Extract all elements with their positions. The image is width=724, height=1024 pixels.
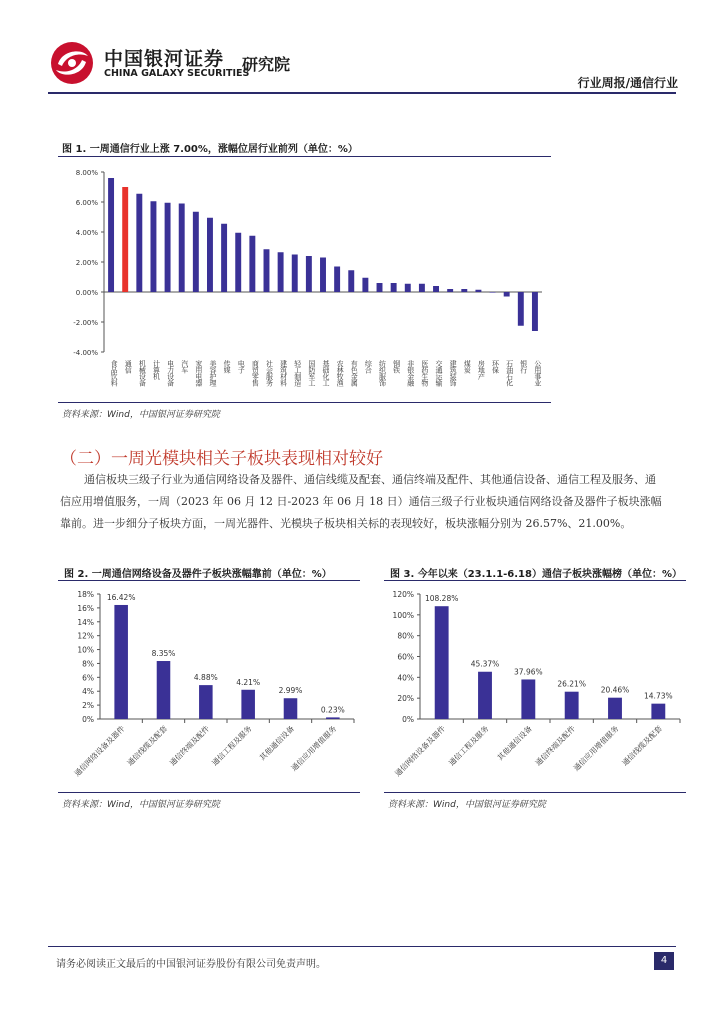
section-title: （二）一周光模块相关子板块表现相对较好 [60,449,383,469]
x-category-label: 社会服务 [265,360,274,386]
bar [518,292,524,326]
section-paragraph [60,469,665,535]
bar [207,218,213,292]
x-category-label: 商贸零售 [251,360,260,386]
x-category-label: 交通运输 [435,360,444,386]
x-category-label: 通信工程及服务 [210,724,254,768]
bar [475,290,481,292]
header-divider [48,92,676,94]
data-label: 20.46% [600,685,630,695]
x-category-label: 通信网络设备及器件 [72,724,127,779]
x-category-label: 综合 [364,360,373,373]
figure1-title-rule [58,156,551,157]
bar [391,283,397,292]
y-tick-label: 4.00% [75,229,98,237]
footer-divider [48,946,676,947]
figure3-chart [384,584,686,790]
x-category-label: 通信线缆及配套 [125,724,169,768]
y-tick-label: 100% [392,610,414,620]
figure3-title: 图 3. 今年以来（23.1.1-6.18）通信子板块涨幅榜（单位：%） [390,569,682,580]
x-category-label: 非银金融 [406,360,415,386]
y-tick-label: 2% [82,701,94,711]
x-category-label: 电子 [237,360,246,373]
data-label: 45.37% [470,659,500,669]
bar [565,692,579,719]
data-label: 4.88% [193,673,218,683]
x-category-label: 通信应用增值服务 [289,724,339,773]
x-category-label: 环保 [491,360,500,373]
y-tick-label: 10% [77,645,94,655]
logo-english-name: CHINA GALAXY SECURITIES [104,68,250,79]
paragraph-text: 通信板块三级子行业为通信网络设备及器件、通信线缆及配套、通信终端及配件、其他通信设备、通信工程及服务、通信应用增值服务，一周（2023 年 06 月 12 日-2023 年 06 月 18 日）通信三级子行业板块通信网络设备及器件子板块涨幅靠前。进一步细分子板块方面，一周光器件、光模块子板块相关标的表现较好，板块涨幅分别为 26.57%、21.00%。 [60,473,662,530]
data-label: 2.99% [278,686,303,696]
x-category-label: 建筑材料 [279,360,288,386]
y-tick-label: 40% [397,673,414,683]
bar [193,212,199,292]
x-category-label: 通信工程及服务 [446,724,491,768]
footer-disclaimer: 请务必阅读正文最后的中国银河证券股份有限公司免责声明。 [56,959,326,970]
bar [326,717,340,719]
data-label: 37.96% [514,667,543,677]
x-category-label: 机械设备 [138,360,147,386]
figure2-source: 资料来源：Wind，中国银河证券研究院 [62,800,220,810]
bar [490,292,496,293]
logo-chinese-name: 中国银河证券 [104,48,225,70]
bar [278,252,284,292]
x-category-label: 计算机 [152,360,161,380]
data-label: 4.21% [236,677,261,687]
y-tick-label: 16% [77,603,94,613]
figure3-title-rule [384,580,686,581]
x-category-label: 农林牧渔 [336,360,345,386]
x-category-label: 通信网络设备及器件 [392,724,448,779]
x-category-label: 基础化工 [322,360,330,386]
x-category-label: 食品饮料 [110,360,119,386]
bar [157,661,171,719]
bar [114,605,128,719]
figure1-title: 图 1. 一周通信行业上涨 7.00%，涨幅位居行业前列（单位：%） [62,144,358,155]
bar [435,606,449,719]
x-category-label: 钢铁 [392,360,401,373]
data-label: 108.28% [424,594,459,604]
y-tick-label: 18% [77,590,94,599]
x-category-label: 美容护理 [208,360,217,386]
bar [122,187,128,292]
y-tick-label: 8% [82,659,94,669]
x-category-label: 传媒 [223,360,232,373]
bar [264,249,270,292]
y-tick-label: -2.00% [73,319,98,327]
data-label: 8.35% [151,649,176,659]
x-category-label: 有色金属 [350,360,359,386]
y-tick-label: 8.00% [75,169,98,177]
y-tick-label: -4.00% [73,349,98,357]
figure1-bottom-rule [58,402,551,403]
x-category-label: 房地产 [477,360,486,380]
y-tick-label: 0.00% [75,289,98,297]
figure2-bottom-rule [58,792,360,793]
x-category-label: 家用电器 [194,360,203,386]
x-category-label: 电力设备 [166,360,175,386]
figure1-source: 资料来源：Wind，中国银河证券研究院 [62,410,220,420]
galaxy-logo-icon [48,40,96,86]
bar [292,255,298,293]
x-category-label: 医药生物 [420,360,429,386]
bar [179,204,185,293]
bar [241,690,255,719]
bar [447,289,453,292]
x-category-label: 其他通信设备 [257,724,296,763]
x-category-label: 纺织服饰 [378,360,387,386]
bar [320,258,326,293]
data-label: 14.73% [644,691,673,701]
figure1-chart [58,160,551,400]
institute-name: 研究院 [242,55,291,74]
x-category-label: 通信终端及配件 [167,724,212,768]
data-label: 26.21% [557,679,586,689]
y-tick-label: 12% [77,631,94,641]
y-tick-label: 6.00% [75,199,98,207]
y-tick-label: 60% [397,652,414,662]
y-tick-label: 4% [82,687,94,697]
bar [150,201,156,292]
figure3-source: 资料来源：Wind，中国银河证券研究院 [388,800,546,810]
page-number: 4 [654,952,674,970]
data-label: 16.42% [106,592,136,602]
figure2-title: 图 2. 一周通信网络设备及器件子板块涨幅靠前（单位：%） [64,569,332,580]
bar [651,704,665,719]
y-tick-label: 0% [82,715,94,724]
bar [221,224,227,292]
report-type: 行业周报/通信行业 [577,76,678,90]
y-tick-label: 80% [397,631,414,641]
y-tick-label: 14% [77,617,94,627]
bar [532,292,538,331]
bar [284,698,298,719]
y-tick-label: 6% [82,673,94,683]
bar [405,284,411,292]
x-category-label: 轻工制造 [293,360,302,386]
y-tick-label: 0% [402,715,414,724]
bar [165,203,171,292]
bar [433,286,439,292]
x-category-label: 石油石化 [505,360,514,386]
x-category-label: 通信 [124,360,133,373]
x-category-label: 通信应用增值服务 [571,724,621,773]
x-category-label: 公用事业 [533,360,542,386]
bar [199,685,213,719]
bar [306,256,312,292]
y-tick-label: 20% [397,694,414,704]
bar [504,292,510,297]
x-category-label: 煤炭 [463,360,472,373]
x-category-label: 银行 [519,360,528,373]
bar [348,270,354,292]
data-label: 0.23% [320,705,345,715]
bar [608,698,622,719]
bar [235,233,241,292]
x-category-label: 通信线缆及配套 [620,724,664,768]
bar [419,284,425,292]
bar [521,679,535,719]
x-category-label: 其他通信设备 [495,724,534,763]
bar [249,236,255,292]
figure3-bottom-rule [384,792,686,793]
figure2-chart [58,584,360,790]
y-tick-label: 2.00% [75,259,98,267]
bar [334,267,340,293]
x-category-label: 国防军工 [307,360,316,386]
bar [461,289,467,292]
x-category-label: 汽车 [180,360,189,373]
bar [377,283,383,292]
x-category-label: 通信终端及配件 [533,724,578,768]
figure2-title-rule [58,580,360,581]
bar [478,672,492,719]
bar [108,178,114,292]
bar [136,194,142,292]
x-category-label: 建筑装饰 [449,360,458,386]
y-tick-label: 120% [392,590,414,599]
bar [362,278,368,292]
